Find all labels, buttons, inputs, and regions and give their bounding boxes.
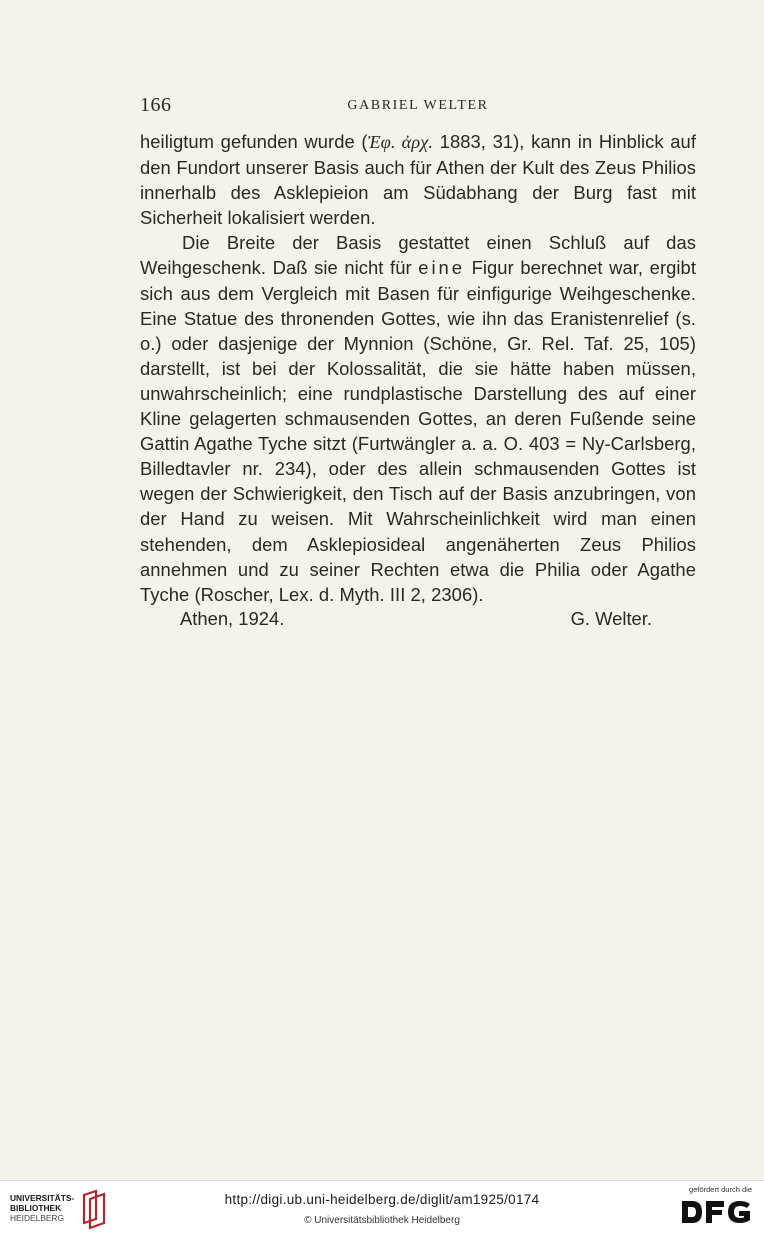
running-head <box>140 94 696 118</box>
running-title: GABRIEL WELTER <box>347 98 489 113</box>
copyright-notice: © Universitätsbibliothek Heidelberg <box>304 1215 460 1226</box>
paragraph-1: heiligtum gefunden wurde (Ἐφ. ἀρχ. 1883, 31), kann in Hinblick auf den Fundort unserer Basis auch für Athen der Kult des Zeus Philios innerhalb des Asklepieion am Südabhang der Burg fast mit Sicherheit lokalisiert werden. <box>140 131 696 229</box>
dfg-wordmark-logo <box>680 1199 752 1230</box>
greek-citation: Ἐφ. ἀρχ. <box>367 132 434 152</box>
emphasis-spaced: eine <box>418 257 466 279</box>
viewer-footer <box>0 1180 764 1236</box>
author-signature: G. Welter. <box>570 608 652 629</box>
paragraph-2: Die Breite der Basis gestattet einen Schluß auf das Weihgeschenk. Daß sie nicht für eine Figur berechnet war, ergibt sich aus dem Vergleich mit Basen für einfigurige Weihgeschenke. Eine Statue des thronenden Gottes, wie ihn das Eranistenrelief (s. o.) oder dasjenige der Mynnion (Schöne, Gr. Rel. Taf. 25, 105) darstellt, ist bei der Kolossalität, die sie hätte haben müssen, unwahrscheinlich; eine rundplastische Darstellung des auf einer Kline gelagerten schmausenden Gottes, an deren Fußende seine Gattin Agathe Tyche sitzt (Furtwängler a. a. O. 403 = Ny-Carlsberg, Billedtavler nr. 234), oder des allein schmausenden Gottes ist wegen der Schwierigkeit, den Tisch auf der Basis anzubringen, von der Hand zu weisen. Mit Wahrscheinlichkeit wird man einen stehenden, dem Asklepiosideal angenäherten Zeus Philios annehmen und zu seiner Rechten etwa die Philia oder Agathe Tyche (Roscher, Lex. d. Myth. III 2, 2306). <box>140 232 696 605</box>
place-date: Athen, 1924. <box>180 608 285 629</box>
library-name: UNIVERSITÄTS- BIBLIOTHEK HEIDELBERG <box>10 1193 75 1223</box>
permalink-url[interactable]: http://digi.ub.uni-heidelberg.de/diglit/am1925/0174 <box>224 1192 540 1207</box>
page-number: 166 <box>140 94 172 116</box>
funding-note: gefördert durch die <box>689 1185 752 1194</box>
signoff <box>180 608 652 634</box>
dfg-logo[interactable] <box>674 1185 752 1231</box>
body-text <box>140 129 696 607</box>
dfg-icon <box>680 1199 752 1225</box>
